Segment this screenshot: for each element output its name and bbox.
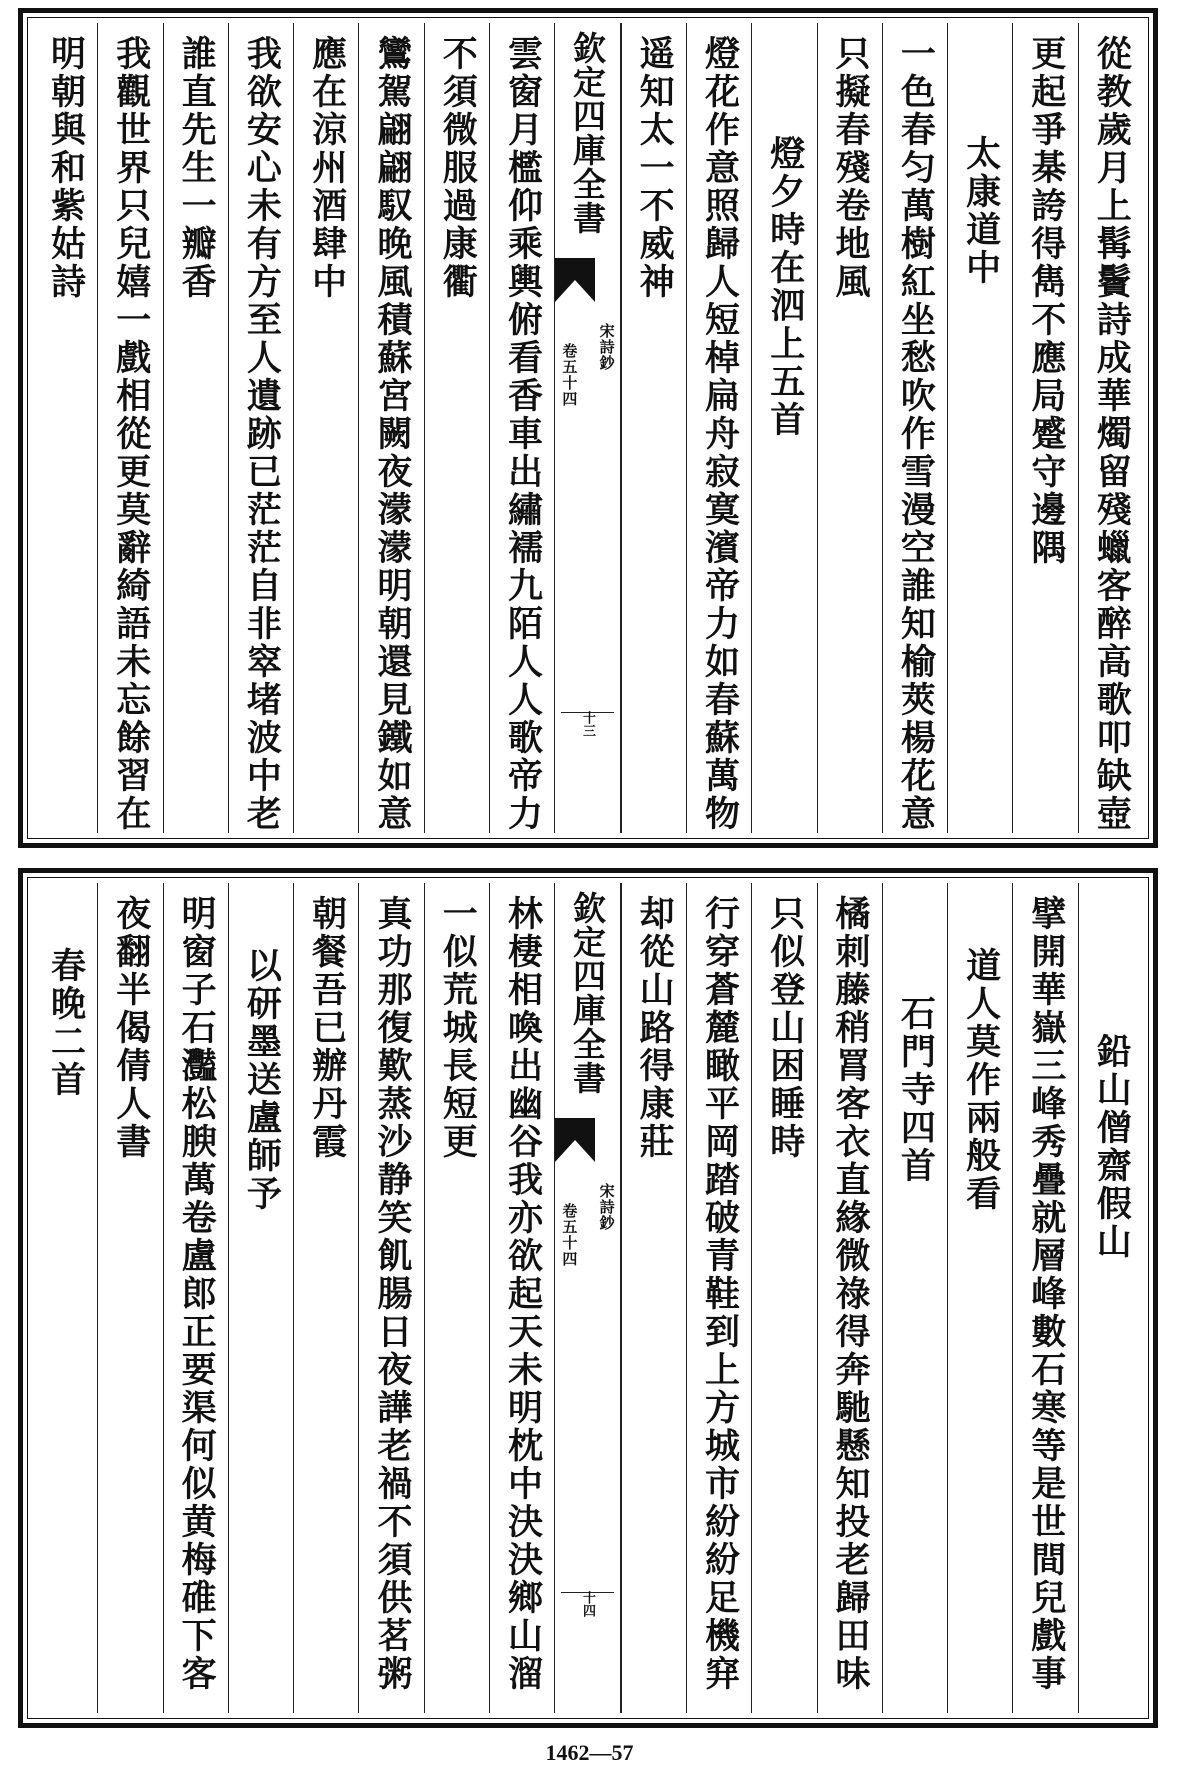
sub-title: 宋詩鈔 [597, 323, 616, 371]
text-column [293, 883, 358, 1713]
column-text: 雲窗月檻仰乘輿俯看香車出繡襦九陌人人歌帝力 [502, 35, 544, 833]
column-text: 一似荒城長短更 [437, 895, 479, 1161]
text-column [97, 23, 162, 833]
text-column [358, 883, 423, 1713]
text-column [686, 883, 751, 1713]
column-text: 明朝與和紫姑詩 [45, 35, 87, 301]
book-title: 欽定四庫全書 [567, 31, 607, 235]
text-column [228, 883, 293, 1713]
text-column [228, 23, 293, 833]
column-text: 不須微服過康衢 [437, 35, 479, 301]
text-column [817, 23, 882, 833]
column-text: 林棲相喚出幽谷我亦欲起天未明枕中決決鄉山溜 [502, 895, 544, 1693]
text-column [751, 883, 816, 1713]
leaf-number: 十三 [579, 711, 595, 737]
text-column [882, 23, 947, 833]
text-column [1012, 23, 1077, 833]
column-text: 遥知太一不威神 [634, 35, 676, 301]
column-text: 却從山路得康莊 [634, 895, 676, 1161]
column-text: 明窗子石灩松腴萬卷盧郎正要渠何似黄梅碓下客 [176, 895, 218, 1693]
column-text: 夜翻半偈倩人書 [110, 895, 152, 1161]
text-column [947, 883, 1012, 1713]
column-text: 真功那復歎蒸沙静笑飢腸日夜譁老禍不須供茗粥 [371, 895, 413, 1693]
poem-title: 燈夕時在泗上五首 [764, 135, 806, 439]
column-text: 只擬春殘卷地風 [830, 35, 872, 301]
bottom-columns [33, 883, 1143, 1713]
text-column [621, 23, 686, 833]
text-column [947, 23, 1012, 833]
column-text: 一色春匀萬樹紅坐愁吹作雪漫空誰知榆莢楊花意 [895, 35, 937, 833]
text-column [424, 883, 489, 1713]
column-text: 鸞駕翩翩馭晚風積蘇宮闕夜濛濛明朝還見鐵如意 [371, 35, 413, 833]
text-column [751, 23, 816, 833]
column-text: 道人莫作兩般看 [960, 947, 1002, 1213]
text-column [293, 23, 358, 833]
column-text: 擘開華嶽三峰秀疊就層峰數石寒等是世間兒戲事 [1025, 895, 1067, 1693]
column-text: 橘刺藤稍罥客衣直緣微祿得奔馳懸知投老歸田味 [830, 895, 872, 1693]
text-column [424, 23, 489, 833]
column-text: 我欲安心未有方至人遺跡已茫茫自非窣堵波中老 [241, 35, 283, 833]
column-text: 應在涼州酒肆中 [306, 35, 348, 301]
center-banner [554, 883, 620, 1713]
column-text: 燈花作意照歸人短棹扁舟寂寞濱帝力如春蘇萬物 [699, 35, 741, 833]
column-text: 朝餐吾已辦丹霞 [306, 895, 348, 1161]
poem-title: 春晚二首 [45, 947, 87, 1099]
text-column [33, 883, 97, 1713]
poem-title: 以研墨送盧師予 [241, 947, 283, 1213]
fishtail-ornament-icon [555, 1118, 595, 1162]
text-column [358, 23, 423, 833]
text-column [882, 883, 947, 1713]
top-columns [33, 23, 1143, 833]
text-column [33, 23, 97, 833]
column-text: 更起爭棊誇得雋不應局蹙守邊隅 [1025, 35, 1067, 567]
top-page [18, 8, 1158, 848]
poem-title: 太康道中 [960, 135, 1002, 287]
text-column [1078, 883, 1143, 1713]
text-column [489, 883, 554, 1713]
text-column [1012, 883, 1077, 1713]
volume-label: 卷五十四 [560, 1203, 579, 1267]
center-banner [554, 23, 620, 833]
text-column [817, 883, 882, 1713]
book-title: 欽定四庫全書 [567, 891, 607, 1095]
text-column [686, 23, 751, 833]
text-column [97, 883, 162, 1713]
fishtail-ornament-icon [555, 258, 595, 302]
volume-label: 卷五十四 [560, 343, 579, 407]
text-column [1078, 23, 1143, 833]
text-column [489, 23, 554, 833]
column-text: 誰直先生一瓣香 [176, 35, 218, 301]
bottom-page [18, 868, 1158, 1728]
text-column [621, 883, 686, 1713]
text-column [163, 23, 228, 833]
text-column [163, 883, 228, 1713]
sub-title: 宋詩鈔 [597, 1183, 616, 1231]
leaf-number: 十四 [579, 1591, 595, 1617]
column-text: 只似登山困睡時 [764, 895, 806, 1161]
column-text: 從教歲月上髯鬢詩成華燭留殘蠟客醉高歌叩缺壺 [1091, 35, 1133, 833]
poem-title: 石門寺四首 [895, 995, 937, 1185]
column-text: 我觀世界只兒嬉一戲相從更莫辭綺語未忘餘習在 [110, 35, 152, 833]
page-footer-number: 1462—57 [545, 1740, 634, 1765]
poem-title: 鉛山僧齋假山 [1091, 1033, 1133, 1261]
column-text: 行穿蒼麓瞰平岡踏破青鞋到上方城市紛紛足機穽 [699, 895, 741, 1693]
